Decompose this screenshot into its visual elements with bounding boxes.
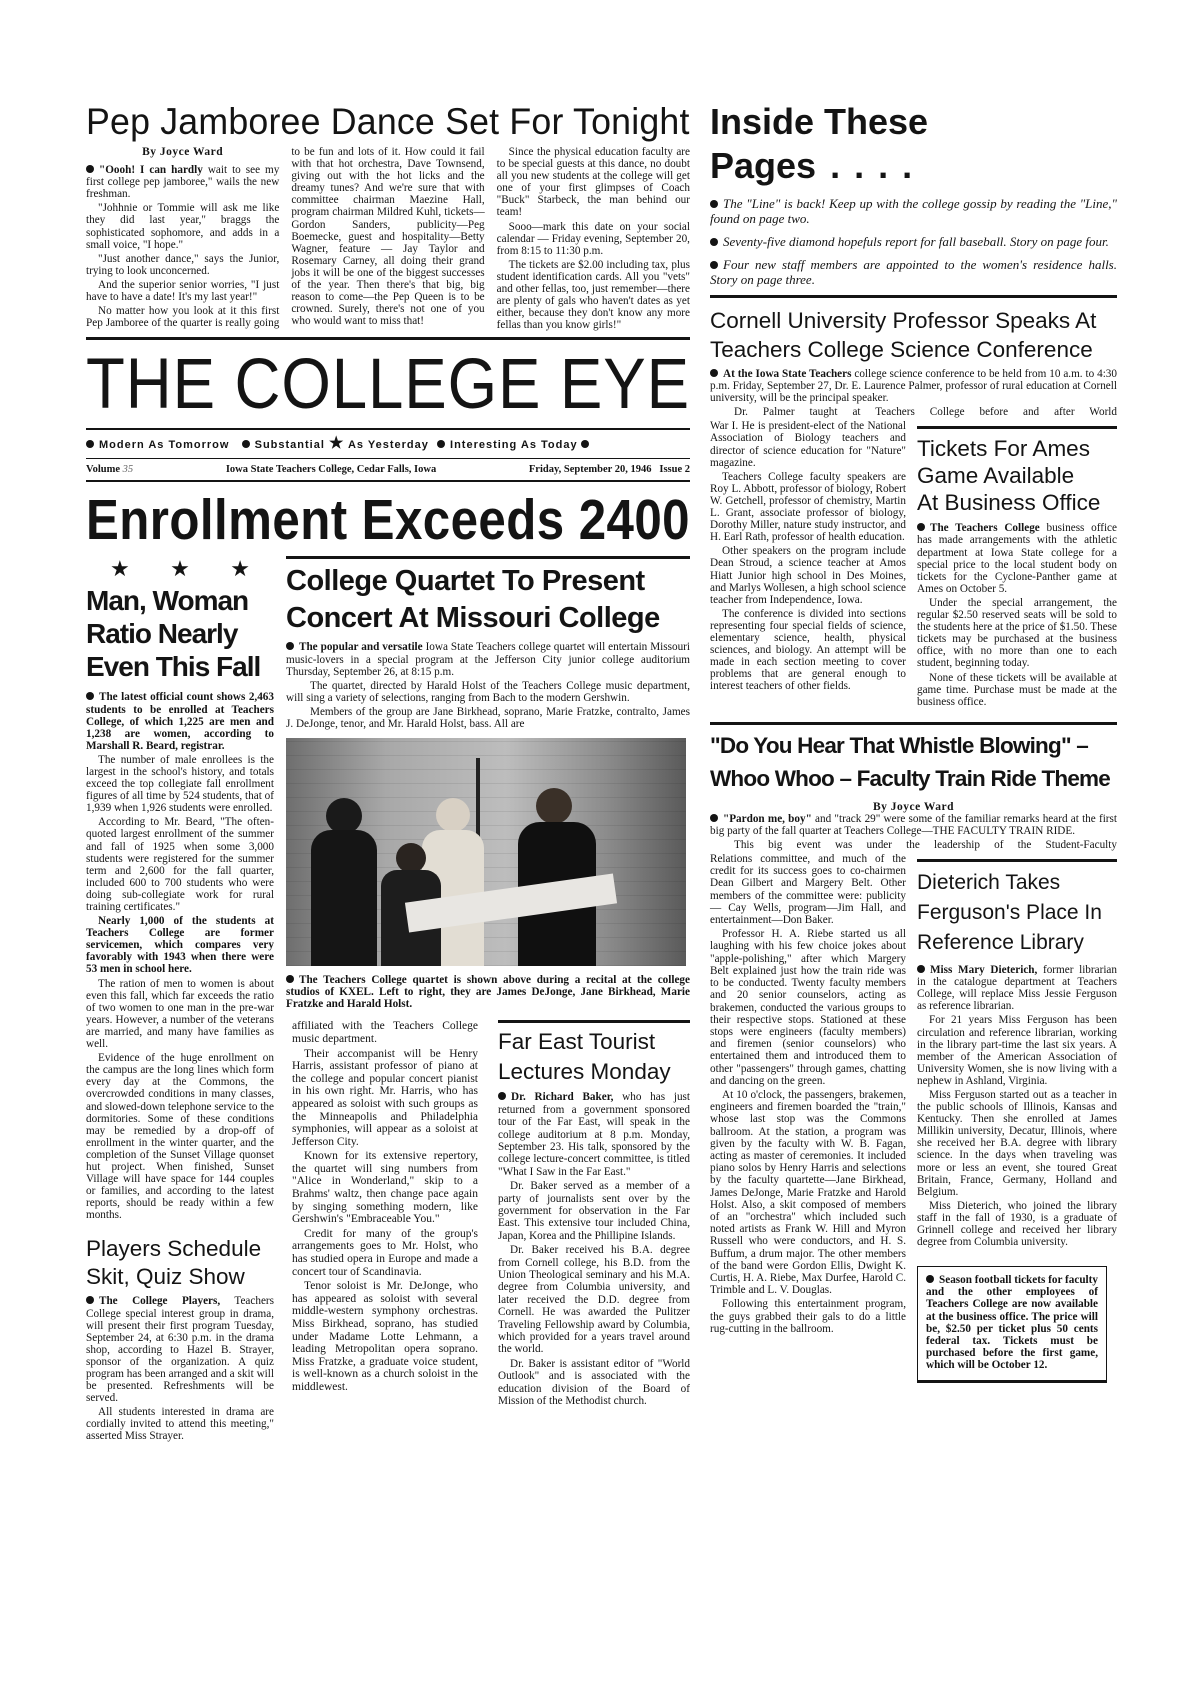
- quartet-headline: College Quartet To Present Concert At Missouri College: [286, 565, 660, 635]
- inside-item: The "Line" is back! Keep up with the college gossip by reading the "Line," found on page two.: [710, 196, 1117, 226]
- inside-item: Four new staff members are appointed to the women's residence halls. Story on page three.: [710, 257, 1117, 287]
- cornell-body: War I. He is president-elect of the National Association of Biology teachers and director of science education for "Nature" magazine. Teachers College faculty speakers are Roy L. Abbott, professor of biology, Robert W. Getchell, professor of chemistry, Martin L. Grant, associate professor of biology, Dorothy Miller, nature study instructor, and H. Earl Rath, professor of health education. Other speakers on the program include Dean Stroud, a science teacher at Amos Hiatt Junior high school in Des Moines, and Marlys Wollesen, a high school science teacher from Independence, Iowa. The conference is divided into sections representing four special fields of science, elementary science, health, physical sciences, and biology. An attempt will be made in each section meeting to cover problems that are general enough to interest teachers of other fields.: [710, 420, 906, 693]
- pep-headline: Pep Jamboree Dance Set For Tonight: [86, 100, 690, 142]
- bullet-icon: [710, 814, 718, 822]
- inside-item: Seventy-five diamond hopefuls report for fall baseball. Story on page four.: [710, 234, 1117, 249]
- enrollment-body: The latest official count shows 2,463 students to be enrolled at Teachers College, of which 1,225 are men and 1,238 are women, according to Marshall R. Beard, registrar. The number of male enrollees is the largest in the school's history, and totals exceed the top collegiate fall enrollment figures of all time by 524 students, that of 1,939 when 1,926 students were enrolled. According to Mr. Beard, "The often-quoted largest enrollment of the summer and fall of 1925 when some 3,000 students were registered for the summer term and 2,600 for the fall quarter, included 600 to 700 students who were doing sub-collegiate work for rural training certificates." Nearly 1,000 of the students at Teachers College are former servicemen, which compares very favorably with 1943 when there were 53 men in school here. The ration of men to women is about even this fall, which far exceeds the ratio of two women to one man in the pre-war years. However, a number of the veterans are married, and many have families as well. Evidence of the huge enrollment on the campus are the long lines which form every day at the Commons, the overcrowded conditions in many classes, and slowed-down telephone service to the dormitories. Some of these conditions may be remedied by a drop-off of enrollment in the winter quarter, and the completion of the Sunset Village quonset hut project. When finished, Sunset Village will have space for 144 couples or families, and according to the latest reports, should be ready within a few months.: [86, 691, 274, 1222]
- whistle-lead: By Joyce Ward "Pardon me, boy" and "track 29" were some of the familiar remarks heard at the first big party of the fall quarter at Teachers College—THE FACULTY TRAIN RIDE. This big event was under the leadership of the Student-Faculty: [710, 800, 1117, 851]
- divider: [86, 480, 690, 482]
- tickets-headline: Tickets For Ames Game Available At Business Office: [917, 436, 1101, 516]
- paragraph: "Johhnie or Tommie will ask me like they did last year," braggs the sophisticated sophomore, and adds in a small voice, "I hope.": [86, 202, 280, 251]
- season-tickets-box: Season football tickets for faculty and the other employees of Teachers College are now available at the business office. The price will be, $2.50 per ticket plus 50 cents federal tax. Tickets must be purchased before the first game, which will be October 12.: [917, 1266, 1107, 1383]
- bullet-icon: [710, 369, 718, 377]
- bullet-icon: [86, 165, 94, 173]
- paragraph: Sooo—mark this date on your social calendar — Friday evening, September 20, from 8:15 to 11:30 p.m.: [496, 220, 690, 257]
- whistle-headline: "Do You Hear That Whistle Blowing" – Whoo Whoo – Faculty Train Ride Theme: [710, 732, 1110, 791]
- cornell-lead: At the Iowa State Teachers college science conference to be held from 10 a.m. to 4:30 p.m. Friday, September 27, Dr. E. Laurence Palmer, professor of rural education at Cornell university, will be the principal speaker. Dr. Palmer taught at Teachers College before and after World: [710, 368, 1117, 419]
- divider: [286, 556, 690, 559]
- quartet-body: affiliated with the Teachers College music department. Their accompanist will be Henry Harris, assistant professor of piano at the college and popular concert pianist in his own right. Mr. Harris, who has appeared as soloist with such groups as the Minneapolis and Philadelphia symphonies, will appear as a soloist at Jefferson City. Known for its extensive repertory, the quartet will sing numbers from "Alice in Wonderland," skip to a Brahms' waltz, then change pace again by singing something modern, like Gershwin's "Embraceable You." Credit for many of the group's arrangements goes to Mr. Holst, who has studied opera in Europe and made a concert tour of Scandinavia. Tenor soloist is Mr. DeJonge, who has appeared as soloist with several middle-western symphony orchestras. Miss Birkhead, soprano, has studied under Madame Lotte Lehmann, a leading Metropolitan opera soprano. Miss Fratzke, a graduate voice student, is well-known as a church soloist in the middlewest.: [292, 1020, 478, 1393]
- dieterich-body: Miss Mary Dieterich, former librarian in the catalogue department at Teachers College, will replace Miss Jessie Ferguson as reference librarian. For 21 years Miss Ferguson has been circulation and reference librarian, working in the library part-time the last six years. A member of the American Association of University Women, she is now living with a nephew in Ashland, Virginia. Miss Ferguson started out as a teacher in the public schools of Illinois, Kansas and Kentucky. Then she enrolled at James Millikin university, Decatur, Illinois, where she received her B.A. degree with library science. In the days when traveling was more or less an event, she toured Great Britain, France, Germany, Holland and Belgium. Miss Dieterich, who joined the library staff in the fall of 1930, is a graduate of Grinnell college and received her library degree from Columbia university.: [917, 964, 1117, 1249]
- photo-caption: The Teachers College quartet is shown above during a recital at the college studios of KXEL. Left to right, they are James DeJonge, Jane Birkhead, Marie Fratzke and Harald Holst.: [286, 974, 690, 1011]
- masthead-slogans: Modern As Tomorrow Substantial ★ As Yesterday Interesting As Today: [86, 439, 589, 451]
- bullet-icon: [86, 1296, 94, 1304]
- divider: [86, 458, 690, 459]
- inside-list: [710, 196, 1117, 287]
- divider: [86, 337, 690, 340]
- divider: [86, 428, 690, 430]
- divider: [917, 426, 1117, 429]
- bullet-icon: [286, 642, 294, 650]
- divider: [917, 859, 1117, 862]
- players-headline: Players Schedule Skit, Quiz Show: [86, 1236, 262, 1290]
- whistle-byline: By Joyce Ward: [872, 800, 955, 813]
- tickets-article: [917, 426, 1117, 709]
- paragraph: Since the physical education faculty are to be special guests at this dance, no doubt all you new students at the college will get one of your first glimpses of Coach "Buck" Starbeck, the man behind our team!: [496, 146, 690, 219]
- enrollment-subhead: Man, Woman Ratio Nearly Even This Fall: [86, 585, 261, 683]
- bullet-icon: [286, 975, 294, 983]
- quartet-lead: The popular and versatile Iowa State Teachers college quartet will entertain Missouri music-lovers in a special program at the Jefferson City junior college auditorium Thursday, September 26, at 8:15 p.m. The quartet, directed by Harald Holst of the Teachers College music department, will sing a variety of selections, ranging from Bach to the modern Gershwin. Members of the group are Jane Birkhead, soprano, Marie Fratzke, contralto, James J. DeJonge, tenor, and Mr. Harald Holst, bass. All are: [286, 641, 690, 730]
- pep-article: [86, 146, 690, 331]
- left-half: [86, 100, 690, 1445]
- masthead: [86, 346, 690, 424]
- pep-lead: "Oooh! I can hardly wait to see my first college pep jamboree," wails the new freshman.: [86, 164, 280, 201]
- cornell-headline: Cornell University Professor Speaks At Teachers College Science Conference: [710, 308, 1097, 362]
- inside-headline: Inside These Pages . . . .: [710, 101, 929, 186]
- divider: [498, 1020, 690, 1023]
- paragraph: And the superior senior worries, "I just have to have a date! It's my last year!": [86, 278, 280, 304]
- fareast-article: [498, 1020, 690, 1409]
- paragraph: The tickets are $2.00 including tax, plus student identification cards. All you "vets" and other fellas, too, just remember—there are plenty of gals who haven't dates as yet either, because they don't know any more fellas than you know girls!": [496, 258, 690, 332]
- bullet-icon: [917, 523, 925, 531]
- divider: [710, 295, 1117, 298]
- pep-byline: By Joyce Ward: [142, 146, 224, 158]
- middle-column: [286, 556, 690, 1409]
- divider: [710, 722, 1117, 725]
- star-icon: ★: [328, 435, 345, 453]
- dateline: Volume 35 Iowa State Teachers College, Cedar Falls, Iowa Friday, September 20, 1946 Issue 2: [86, 464, 690, 476]
- masthead-title: THE COLLEGE EYE: [86, 345, 690, 425]
- paragraph: No matter how you look at it this first Pep Jamboree of the quarter is really going to be fun and lots of it. How could it fail with that hot orchestra, Dave Townsend, giving out with the hot licks and the dreamy tunes? And we're sure that with committee chairman Maezine Hall, program chairman Mildred Kuhl, tickets—Gordon Sanders, publicity—Peg Boemecke, guest and hospitality—Betty Wagner, feature — Jay Taylor and Rosemary Carney, all doing their grand jobs it will be one of the biggest successes of the year. Then there's that big, big reason to come—the Pep Queen is to be crowned. Surely, there's not one of you who would want to miss that!: [86, 146, 485, 330]
- dieterich-article: [917, 859, 1117, 1383]
- stars-icon: ★ ★ ★: [110, 556, 250, 582]
- bullet-icon: [926, 1275, 934, 1283]
- players-body: The College Players, Teachers College special interest group in drama, will present their first program Tuesday, September 24, at 6:30 p.m. in the drama shop, according to Hazel B. Strayer, sponsor of the organization. A quiz program has been arranged and a skit will be presented. Refreshments will be served. All students interested in drama are cordially invited to attend this meeting," asserted Miss Strayer.: [86, 1295, 274, 1443]
- bullet-icon: [917, 965, 925, 973]
- right-half: [710, 100, 1117, 1383]
- fareast-body: Dr. Richard Baker, who has just returned from a government sponsored tour of the Far East, will speak in the college auditorium at 8 p.m. Monday, September 23. His talk, sponsored by the college lecture-concert committee, is titled "What I Saw in the Far East." Dr. Baker served as a member of a party of journalists sent over by the government for observation in the Far East. This extensive tour included China, Japan, Korea and the Phillipine Islands. Dr. Baker received his B.A. degree from Cornell college, his B.D. from the Union Theological seminary and his M.A. degree from Columbia university, and later received the D.D. degree from Cornell. He was awarded the Pulitzer Traveling Fellowship award by Columbia, which provided for a years travel around the world. Dr. Baker is assistant editor of "World Outlook" and is associated with the education division of the Board of Mission of the Methodist church.: [498, 1091, 691, 1408]
- bullet-icon: [498, 1092, 506, 1100]
- enrollment-headline: Enrollment Exceeds 2400: [86, 488, 691, 553]
- dieterich-headline: Dieterich Takes Ferguson's Place In Reference Library: [917, 871, 1102, 955]
- paragraph: "Just another dance," says the Junior, trying to look unconcerned.: [86, 252, 280, 277]
- tickets-body: The Teachers College business office has made arrangements with the athletic department at Iowa State college for a special price to the local student body on tickets for the Cyclone-Panther game at Ames on October 5. Under the special arrangement, the regular $2.50 reserved seats will be sold to the students here at the price of $1.50. These tickets may be purchased at the business office, with no more than one to each student, beginning today. None of these tickets will be available at game time. Purchase must be made at the business office.: [917, 522, 1117, 708]
- whistle-body: Relations committee, and much of the credit for its success goes to co-chairmen Dean Gilbert and Margery Belt. Other members of the committee were: publicity — Cay Wells, program—Jim Hall, and entertainment—Don Baker. Professor H. A. Riebe started us all laughing with his few choice jokes about "apple-polishing," after which Margery Belt explained just how the train ride was to be conducted. Twenty faculty members and 20 senior counselors, acting as brakemen, conducted the various groups to their respective stops. Stationed at these stops were engineers (faculty members) and firemen (senior counselors) who entertained them and introduced them to other "passengers" through games, chatting and dancing on the green. At 10 o'clock, the passengers, brakemen, engineers and firemen boarded the "train," whose last stop was the Commons ballroom. At the station, a program was given by the faculty with W. B. Fagan, acting as master of ceremonies. It included piano solos by Henry Harris and selections by the faculty quartette—Jane Birkhead, James DeJonge, Marie Fratzke and Harold Holst. Also, a skit composed of members of an "orchestra" which included such noted artists as Frank W. Hill and Myron Russell who were conductors, and H. S. Buffum, a drum major. The other members of the band were Gordon Ellis, Dwight K. Curtis, H. A. Riebe, Max Durfee, Harold C. Trimble and L. V. Douglas. Following this entertainment program, the guys grabbed their gals to do a little rug-cutting in the ballroom.: [710, 853, 906, 1335]
- fareast-headline: Far East Tourist Lectures Monday: [498, 1029, 671, 1085]
- left-column: [86, 556, 274, 1444]
- bullet-icon: [86, 692, 94, 700]
- quartet-photo: [286, 738, 686, 966]
